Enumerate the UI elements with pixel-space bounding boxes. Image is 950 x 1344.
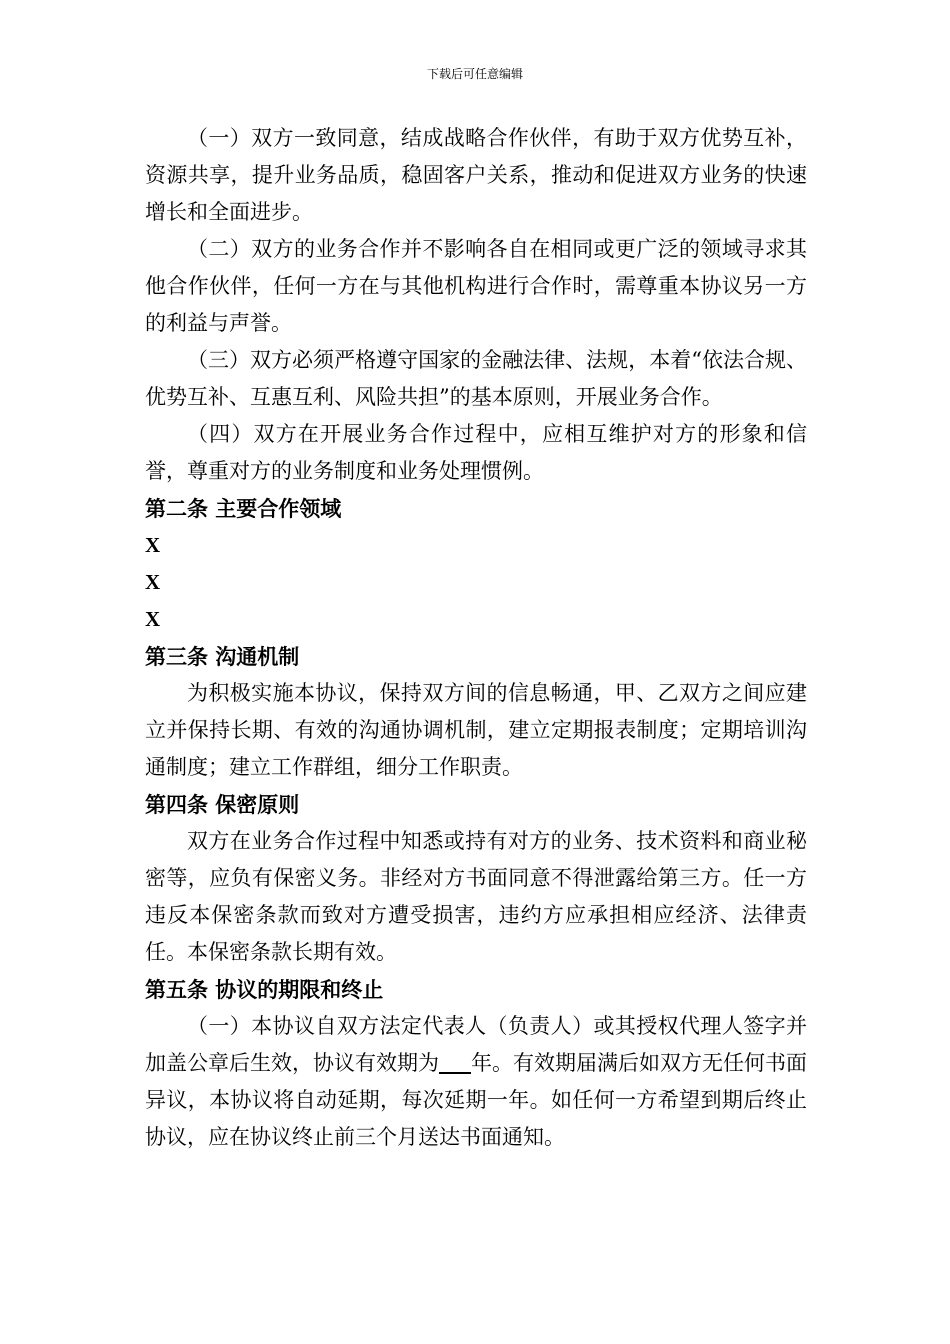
article-2-item: X [145,533,161,557]
article-2-heading: 第二条 主要合作领域 [145,496,342,521]
article-5-text-before: （一）本协议自双方法定代表人（负责人）或其授权代理人签字并加盖公章后生效，协议有效期为 [145,1014,807,1075]
paragraph-1-3: （三）双方必须严格遵守国家的金融法律、法规，本着“依法合规、优势互补、互惠互利、风险共担”的基本原则，开展业务合作。 [145,348,807,409]
page-header: 下载后可任意编辑 [426,67,523,81]
article-5-text-after: 年。有效期届满后如双方无任何书面异议，本协议将自动延期，每次延期一年。如任何一方希望到期后终止协议，应在协议终止前三个月送达书面通知。 [145,1051,807,1149]
article-5-paragraph-1 [145,1008,807,1156]
article-3-heading: 第三条 沟通机制 [145,644,300,669]
term-years-blank[interactable] [439,1050,471,1074]
article-5-heading: 第五条 协议的期限和终止 [145,977,384,1002]
paragraph-1-4: （四）双方在开展业务合作过程中，应相互维护对方的形象和信誉，尊重对方的业务制度和业务处理惯例。 [145,422,807,483]
article-2-item: X [145,607,161,631]
paragraph-1-1: （一）双方一致同意，结成战略合作伙伴，有助于双方优势互补，资源共享，提升业务品质，稳固客户关系，推动和促进双方业务的快速增长和全面进步。 [145,126,807,224]
paragraph-1-2: （二）双方的业务合作并不影响各自在相同或更广泛的领域寻求其他合作伙伴，任何一方在与其他机构进行合作时，需尊重本协议另一方的利益与声誉。 [145,237,807,335]
article-4-heading: 第四条 保密原则 [145,792,300,817]
article-2-item: X [145,570,161,594]
article-3-paragraph: 为积极实施本协议，保持双方间的信息畅通，甲、乙双方之间应建立并保持长期、有效的沟通协调机制，建立定期报表制度；定期培训沟通制度；建立工作群组，细分工作职责。 [145,681,807,779]
document-body [145,120,807,1156]
article-4-paragraph: 双方在业务合作过程中知悉或持有对方的业务、技术资料和商业秘密等，应负有保密义务。非经对方书面同意不得泄露给第三方。任一方违反本保密条款而致对方遭受损害，违约方应承担相应经济、法律责任。本保密条款长期有效。 [145,829,807,964]
